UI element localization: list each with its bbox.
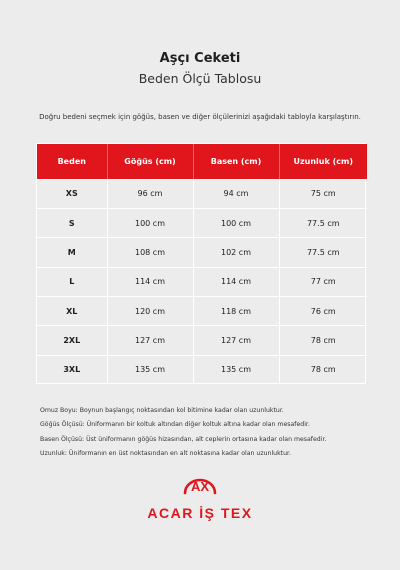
size-cell: 3XL [37, 355, 107, 383]
column-header-size: Beden [37, 144, 107, 179]
table-row [37, 355, 367, 383]
size-cell: M [37, 238, 107, 267]
table-header-row [37, 144, 367, 179]
hip-cell: 100 cm [193, 208, 279, 237]
table-row [37, 238, 367, 267]
size-cell: S [37, 208, 107, 237]
page-title: Aşçı Ceketi [159, 51, 241, 66]
length-cell: 75 cm [279, 179, 367, 208]
measurement-notes [40, 404, 370, 461]
length-cell: 76 cm [279, 296, 367, 325]
hip-cell: 118 cm [193, 296, 279, 325]
table-row [37, 267, 367, 296]
hip-cell: 135 cm [193, 355, 279, 383]
chest-cell: 108 cm [107, 238, 193, 267]
note-shoulder: Omuz Boyu: Boynun başlangıç noktasından kol bitimine kadar olan uzunluktur. [40, 407, 284, 414]
length-cell: 77 cm [279, 267, 367, 296]
chest-cell: 100 cm [107, 208, 193, 237]
size-cell: 2XL [37, 326, 107, 355]
hip-cell: 102 cm [193, 238, 279, 267]
length-cell: 78 cm [279, 355, 367, 383]
chest-cell: 96 cm [107, 179, 193, 208]
intro-text: Doğru bedeni seçmek için göğüs, basen ve diğer ölçülerinizi aşağıdaki tabloyla karşılaştırın. [39, 113, 361, 121]
note-hip: Basen Ölçüsü: Üst üniformanın göğüs hizasından, alt ceplerin ortasına kadar olan mesafedir. [40, 435, 327, 443]
table-row [37, 296, 367, 325]
brand-name: ACAR İŞ TEX [147, 505, 253, 521]
page-subtitle: Beden Ölçü Tablosu [138, 71, 262, 86]
chest-cell: 120 cm [107, 296, 193, 325]
hip-cell: 114 cm [193, 267, 279, 296]
hip-cell: 94 cm [193, 179, 279, 208]
note-length: Uzunluk: Üniformanın en üst noktasından en alt noktasına kadar olan uzunluktur. [40, 449, 291, 457]
table-row [37, 179, 367, 208]
note-chest: Göğüs Ölçüsü: Üniformanın bir koltuk altından diğer koltuk altına kadar olan mesafedir. [40, 421, 310, 429]
length-cell: 78 cm [279, 326, 367, 355]
chest-cell: 127 cm [107, 326, 193, 355]
table-row [37, 208, 367, 237]
length-cell: 77.5 cm [279, 238, 367, 267]
size-chart-table [36, 143, 366, 384]
chest-cell: 114 cm [107, 267, 193, 296]
column-header-chest: Göğüs (cm) [107, 144, 193, 179]
ax-monogram-logo-icon [179, 469, 221, 499]
size-cell: L [37, 267, 107, 296]
logo-monogram-text: AX [190, 479, 210, 494]
chest-cell: 135 cm [107, 355, 193, 383]
length-cell: 77.5 cm [279, 208, 367, 237]
size-cell: XL [37, 296, 107, 325]
column-header-length: Uzunluk (cm) [279, 144, 367, 179]
table-row [37, 326, 367, 355]
column-header-hip: Basen (cm) [193, 144, 279, 179]
size-cell: XS [37, 179, 107, 208]
hip-cell: 127 cm [193, 326, 279, 355]
